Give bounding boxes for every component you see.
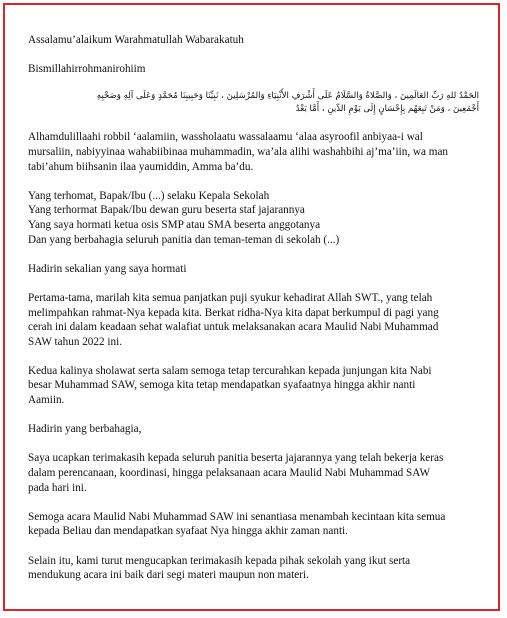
address-heading: Hadirin yang berbahagia,	[28, 423, 142, 436]
paragraph-gratitude	[28, 291, 483, 349]
text-line: melimpahkan rahmat-Nya kepada kita. Berkat ridha-Nya kita dapat berkumpul di pagi yang	[28, 306, 439, 319]
text-line: Pertama-tama, marilah kita semua panjatkan puji syukur kehadirat Allah SWT., yang telah	[28, 291, 433, 304]
document-frame	[3, 3, 500, 611]
text-line: kepada Beliau dan mendapatkan syafaat Nya hingga akhir zaman nanti.	[28, 525, 348, 538]
salutations	[28, 189, 483, 247]
text-line: Semoga acara Maulid Nabi Muhammad SAW ini senantiasa menambah kecintaan kita semua	[28, 510, 446, 523]
paragraph-thanks-committee	[28, 451, 483, 495]
text-line: cerah ini dalam keadaan sehat walafiat untuk melaksanakan acara Maulid Nabi Muhammad	[28, 321, 439, 334]
text-line: SAW tahun 2022 ini.	[28, 335, 122, 348]
text-line: pada hari ini.	[28, 481, 87, 494]
text-line: besar Muhammad SAW, semoga kita tetap mendapatkan syafaatnya hingga akhir nanti	[28, 379, 416, 392]
speech-document	[28, 33, 483, 583]
salutation-line: Dan yang berbahagia seluruh panitia dan teman-teman di sekolah (...)	[28, 233, 340, 246]
address-heading: Hadirin sekalian yang saya hormati	[28, 262, 187, 275]
text-line: Selain itu, kami turut mengucapkan terimakasih kepada pihak sekolah yang ikut serta	[28, 554, 411, 567]
arabic-line: الحَمْدُ للهِ رَبِّ العَالَمِينَ ، وَالصَّلاةُ وَالسَّلَامُ عَلَى أَشْرَفِ الأَنْبِيَاءِ وَالمُرْسَلِينَ ، نَبِيِّنَا وَحَبِيبِنَا مُحَمَّدٍ وَعَلَى آلِهِ وَصَحْبِهِ	[96, 90, 479, 101]
paragraph-hope	[28, 510, 483, 539]
text-line: Aamiin.	[28, 394, 65, 407]
arabic-line: أَجْمَعِينَ ، وَمَنْ تَبِعَهُم بِإِحْسَانٍ إِلَى يَوْمِ الدِّينِ ، أَمَّا بَعْدُ	[295, 103, 479, 114]
salutation-line: Yang terhomat, Bapak/Ibu (...) selaku Kepala Sekolah	[28, 189, 270, 202]
text-line: dalam perencanaan, koordinasi, hingga pelaksanaan acara Maulid Nabi Muhammad SAW	[28, 467, 431, 480]
text-line: Saya ucapkan terimakasih kepada seluruh panitia beserta jajarannya yang telah bekerja keras	[28, 452, 444, 465]
paragraph-sholawat	[28, 364, 483, 408]
bismillah: Bismillahirrohmanirohiim	[28, 63, 146, 76]
transliteration-paragraph	[28, 130, 483, 174]
greeting: Assalamu’alaikum Warahmatullah Wabarakatuh	[28, 34, 244, 46]
text-line: mursaliin, nabiyyinaa wahabiibinaa muhammadin, wa’ala alihi washahbihi aj’ma’iin, wa man	[28, 145, 449, 158]
text-line: Kedua kalinya sholawat serta salam semoga tetap tercurahkan kepada junjungan kita Nabi	[28, 364, 432, 377]
text-line: mendukung acara ini baik dari segi materi maupun non materi.	[28, 569, 309, 582]
paragraph-thanks-school	[28, 554, 483, 583]
salutation-line: Yang terhormat Bapak/Ibu dewan guru beserta staf jajarannya	[28, 204, 305, 217]
arabic-opening	[28, 90, 483, 116]
salutation-line: Yang saya hormati ketua osis SMP atau SMA beserta anggotanya	[28, 218, 321, 231]
text-line: tabi’ahum biihsanin ilaa yaumiddin, Amma ba’du.	[28, 160, 254, 173]
text-line: Alhamdulillaahi robbil ‘aalamiin, wassholaatu wassalaamu ‘alaa asyroofil anbiyaa-i wal	[28, 131, 423, 144]
